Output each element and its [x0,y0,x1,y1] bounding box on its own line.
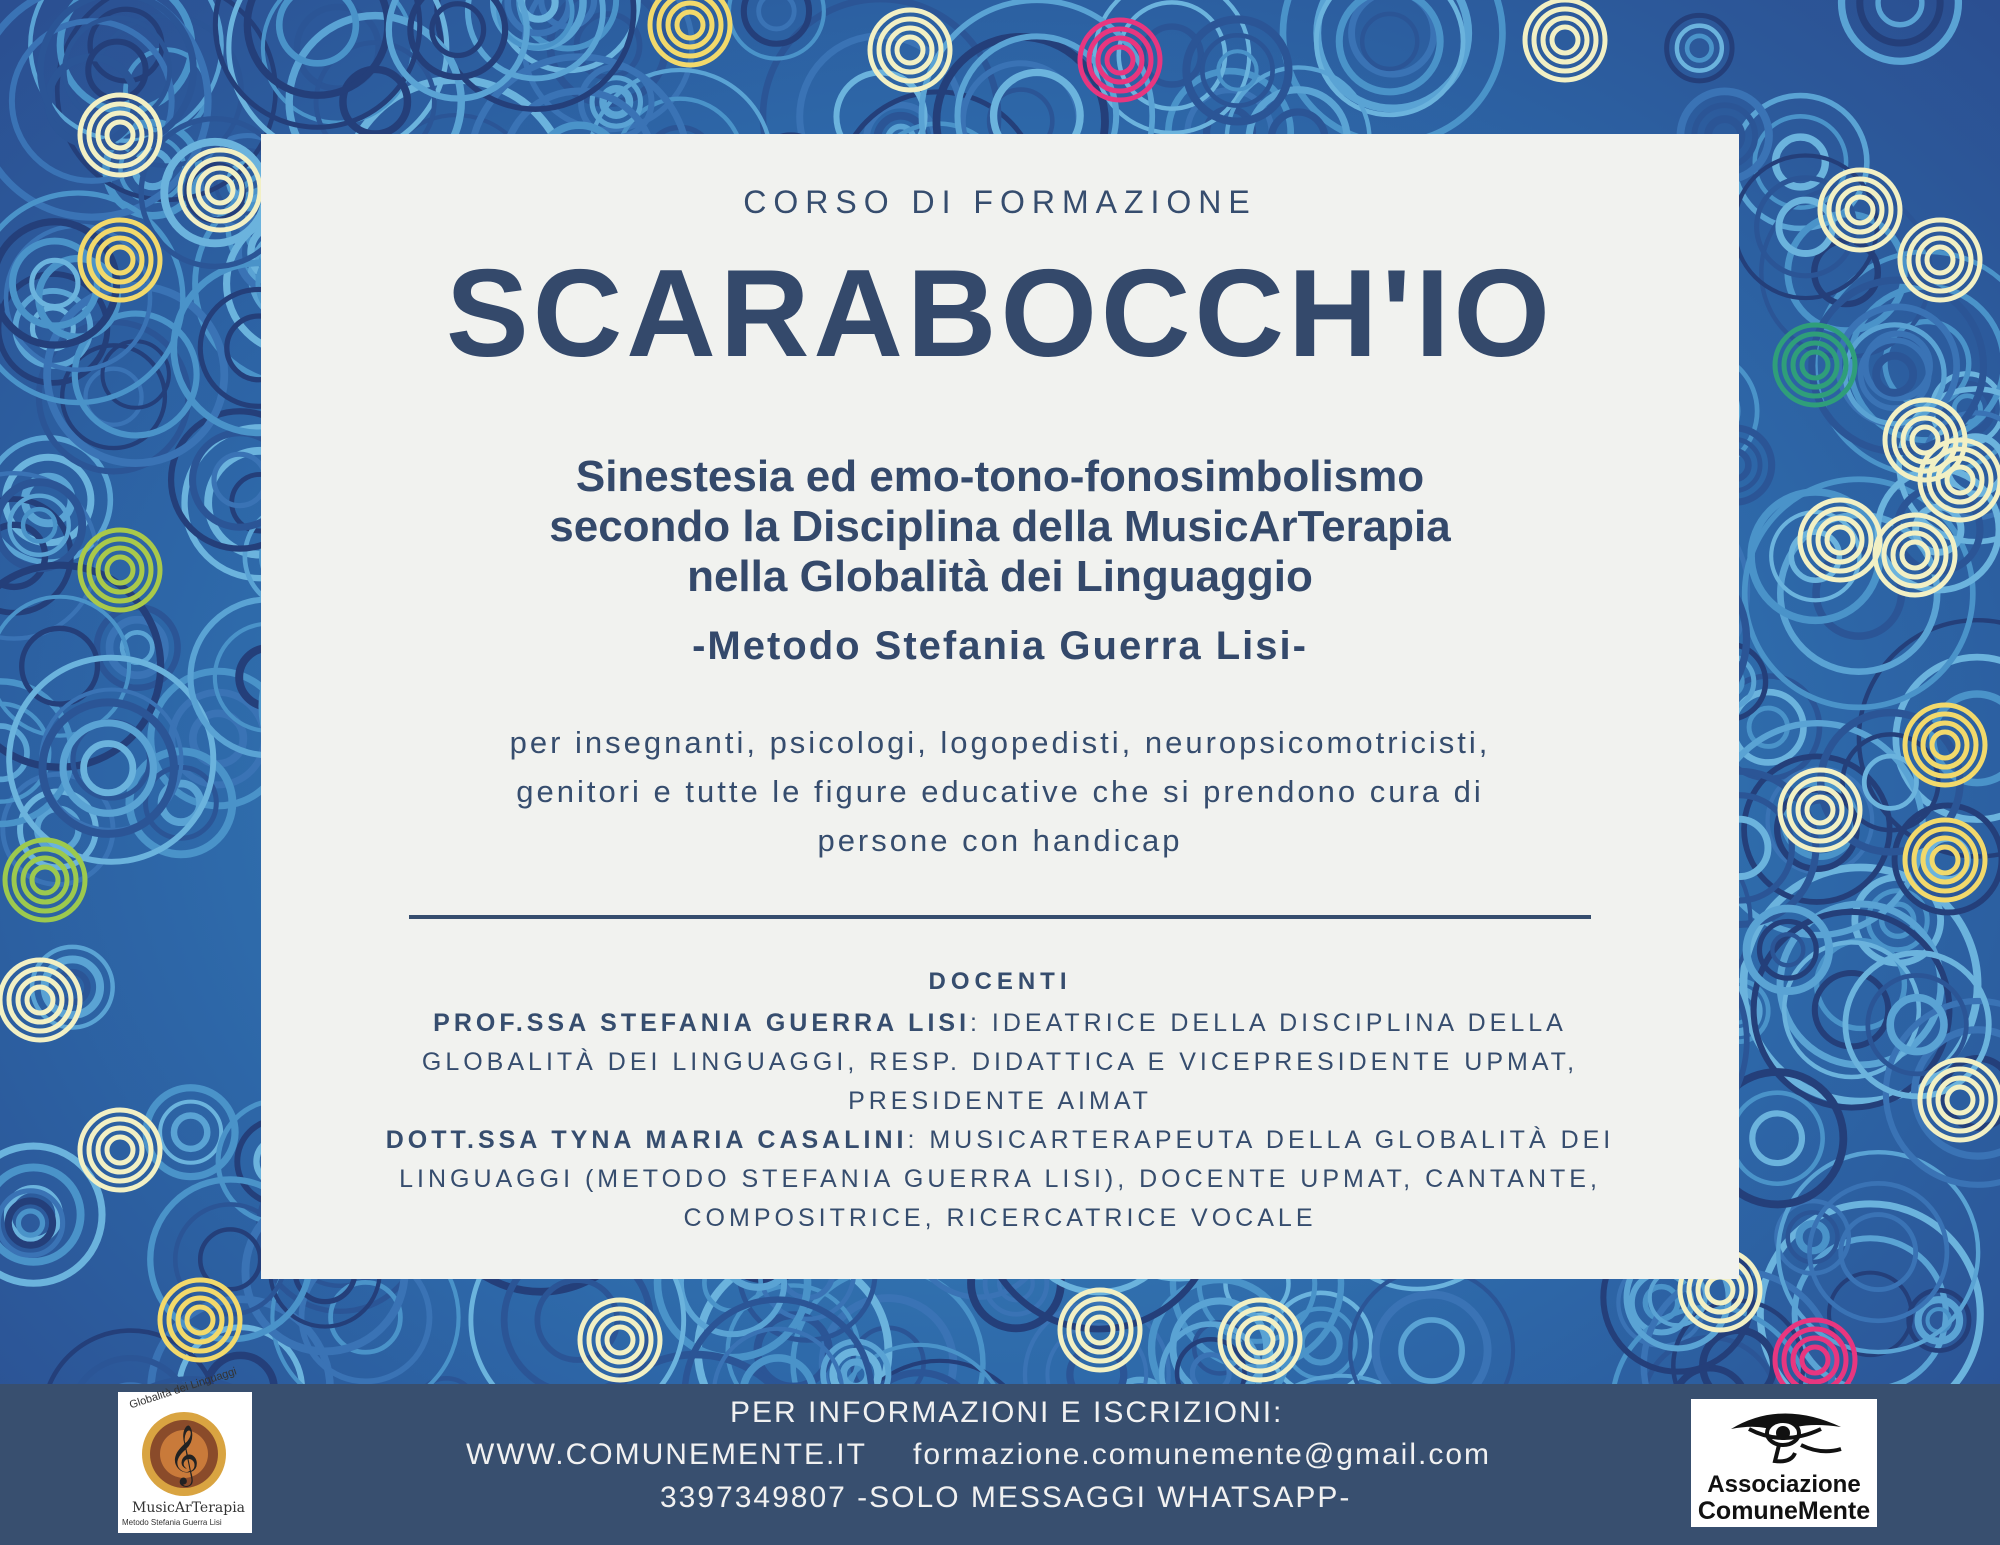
course-title: SCARABOCCH'IO [446,245,1554,383]
svg-text:𝄞: 𝄞 [168,1425,200,1485]
email-link[interactable]: formazione.comunemente@gmail.com [913,1438,1491,1471]
logo-right-line1: Associazione [1707,1471,1861,1498]
logo-left-bottom: Metodo Stefania Guerra Lisi [122,1518,222,1527]
logo-left-mid: MusicArTerapia [132,1500,246,1516]
comunemente-logo [1691,1399,1877,1527]
divider [409,915,1591,919]
subtitle-line: Sinestesia ed emo-tono-fonosimbolismo [575,452,1425,501]
logo-left-top: Globalità dei Linguaggi [128,1365,239,1412]
phone-number: 3397349807 -SOLO MESSAGGI WHATSAPP- [660,1481,1352,1514]
subtitle-line: nella Globalità dei Linguaggio [687,552,1313,601]
teacher-2 [371,1121,1629,1238]
docenti-heading: DOCENTI [928,968,1072,995]
website-link[interactable]: WWW.COMUNEMENTE.IT [466,1438,867,1471]
musicarterapia-logo [118,1365,252,1533]
info-label: PER INFORMAZIONI E ISCRIZIONI: [730,1396,1284,1429]
course-subtitle [261,452,1739,602]
teacher-1 [371,1004,1629,1121]
audience-line: per insegnanti, psicologi, logopedisti, neuropsicomotricisti, [509,725,1491,760]
method-line: -Metodo Stefania Guerra Lisi- [692,624,1308,668]
logo-right-line2: ComuneMente [1697,1497,1871,1525]
teacher-1-name: PROF.SSA STEFANIA GUERRA LISI [433,1009,971,1037]
teacher-2-description: : MUSICARTERAPEUTA DELLA GLOBALITÀ DEI LINGUAGGI (METODO STEFANIA GUERRA LISI), DOCENTE UPMAT, CANTANTE, COMPOSITRICE, RICERCATRICE VOCALE [399,1126,1615,1232]
course-kicker: CORSO DI FORMAZIONE [743,184,1257,220]
audience-line: persone con handicap [817,823,1183,858]
info-card [261,134,1739,1279]
subtitle-line: secondo la Disciplina della MusicArTerapia [549,502,1451,551]
audience-text [341,718,1659,865]
eye-of-horus-icon [1691,1399,1877,1469]
teacher-1-description: : IDEATRICE DELLA DISCIPLINA DELLA GLOBALITÀ DEI LINGUAGGI, RESP. DIDATTICA E VICEPRESIDENTE UPMAT, PRESIDENTE AIMAT [421,1009,1579,1115]
audience-line: genitori e tutte le figure educative che si prendono cura di [516,774,1484,809]
teacher-2-name: DOTT.SSA TYNA MARIA CASALINI [385,1126,908,1154]
